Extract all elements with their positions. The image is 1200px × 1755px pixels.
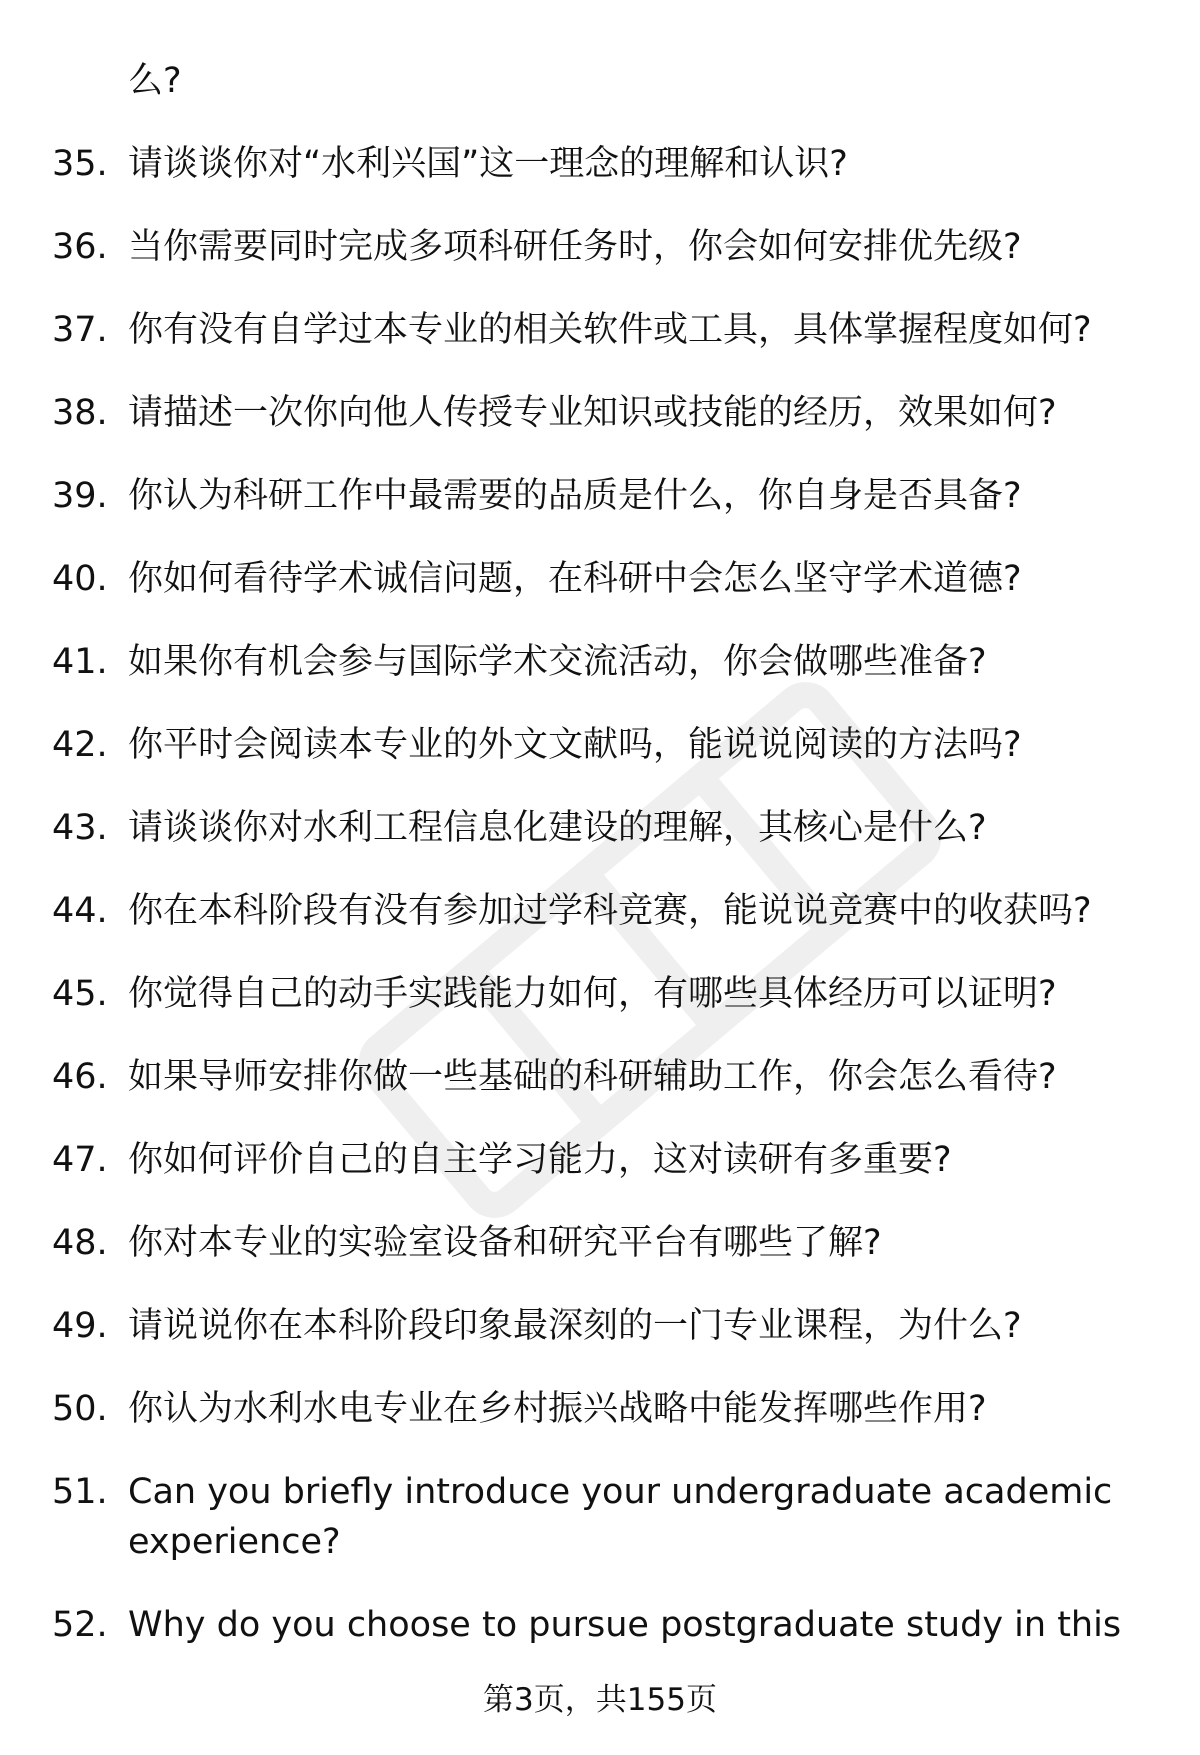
question-number: 47. bbox=[52, 1140, 108, 1180]
question-text: 请谈谈你对“水利兴国”这一理念的理解和认识? bbox=[128, 144, 848, 184]
question-item bbox=[52, 1384, 1152, 1434]
question-item bbox=[52, 222, 1152, 272]
question-text: 如果导师安排你做一些基础的科研辅助工作，你会怎么看待? bbox=[128, 1057, 1057, 1097]
question-text: 你对本专业的实验室设备和研究平台有哪些了解? bbox=[128, 1223, 882, 1263]
question-text: 请说说你在本科阶段印象最深刻的一门专业课程，为什么? bbox=[128, 1306, 1022, 1346]
question-text: 你认为科研工作中最需要的品质是什么，你自身是否具备? bbox=[128, 476, 1022, 516]
question-item bbox=[52, 1052, 1152, 1102]
question-item bbox=[52, 637, 1152, 687]
question-item bbox=[52, 139, 1152, 189]
question-text: Why do you choose to pursue postgraduate study in this bbox=[128, 1605, 1122, 1645]
question-item bbox=[52, 554, 1152, 604]
question-list bbox=[52, 56, 1152, 1683]
question-number: 41. bbox=[52, 642, 108, 682]
question-number: 42. bbox=[52, 725, 108, 765]
question-number: 38. bbox=[52, 393, 108, 433]
question-number: 43. bbox=[52, 808, 108, 848]
question-text: 请谈谈你对水利工程信息化建设的理解，其核心是什么? bbox=[128, 808, 987, 848]
question-number: 37. bbox=[52, 310, 108, 350]
question-text: 你如何评价自己的自主学习能力，这对读研有多重要? bbox=[128, 1140, 952, 1180]
question-number: 50. bbox=[52, 1389, 108, 1429]
question-text: 当你需要同时完成多项科研任务时，你会如何安排优先级? bbox=[128, 227, 1022, 267]
question-item bbox=[52, 471, 1152, 521]
question-item bbox=[52, 969, 1152, 1019]
question-text: 你如何看待学术诚信问题，在科研中会怎么坚守学术道德? bbox=[128, 559, 1022, 599]
question-continuation bbox=[52, 56, 1152, 106]
page-footer: 第3页，共155页 bbox=[483, 1682, 717, 1718]
question-text: 如果你有机会参与国际学术交流活动，你会做哪些准备? bbox=[128, 642, 987, 682]
question-number: 36. bbox=[52, 227, 108, 267]
question-item bbox=[52, 388, 1152, 438]
question-number: 39. bbox=[52, 476, 108, 516]
question-text: 你在本科阶段有没有参加过学科竞赛，能说说竞赛中的收获吗? bbox=[128, 891, 1092, 931]
question-number: 45. bbox=[52, 974, 108, 1014]
question-number: 51. bbox=[52, 1472, 108, 1512]
question-number: 52. bbox=[52, 1605, 108, 1645]
question-text: Can you briefly introduce your undergraduate academic experience? bbox=[128, 1472, 1113, 1562]
question-text: 你有没有自学过本专业的相关软件或工具，具体掌握程度如何? bbox=[128, 310, 1092, 350]
question-text: 你觉得自己的动手实践能力如何，有哪些具体经历可以证明? bbox=[128, 974, 1057, 1014]
question-text: 你认为水利水电专业在乡村振兴战略中能发挥哪些作用? bbox=[128, 1389, 987, 1429]
question-item bbox=[52, 1301, 1152, 1351]
question-item bbox=[52, 1467, 1152, 1567]
question-number: 48. bbox=[52, 1223, 108, 1263]
question-text: 请描述一次你向他人传授专业知识或技能的经历，效果如何? bbox=[128, 393, 1057, 433]
question-item bbox=[52, 1600, 1152, 1650]
question-item bbox=[52, 720, 1152, 770]
question-text: 你平时会阅读本专业的外文文献吗，能说说阅读的方法吗? bbox=[128, 725, 1022, 765]
question-number: 40. bbox=[52, 559, 108, 599]
question-item bbox=[52, 803, 1152, 853]
question-text: 么? bbox=[128, 61, 182, 101]
question-number: 49. bbox=[52, 1306, 108, 1346]
question-item bbox=[52, 305, 1152, 355]
question-item bbox=[52, 886, 1152, 936]
question-item bbox=[52, 1218, 1152, 1268]
question-number: 35. bbox=[52, 144, 108, 184]
question-number: 46. bbox=[52, 1057, 108, 1097]
question-item bbox=[52, 1135, 1152, 1185]
question-number: 44. bbox=[52, 891, 108, 931]
